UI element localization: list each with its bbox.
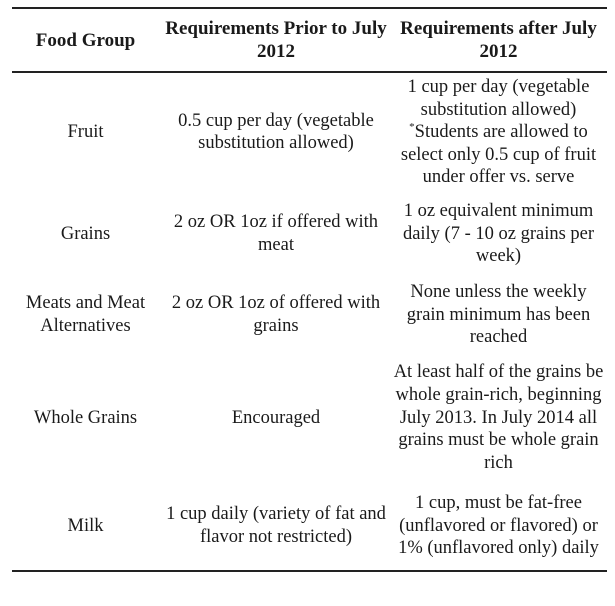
table-row-milk xyxy=(12,482,607,571)
cell-food-group: Whole Grains xyxy=(33,407,138,428)
table-row-fruit xyxy=(12,72,607,192)
cell-after: 1 oz equivalent minimum daily (7 - 10 oz grains per week) xyxy=(402,201,595,267)
header-requirements-after: Requirements after July 2012 xyxy=(400,18,597,62)
food-requirements-table xyxy=(12,7,607,572)
cell-prior: 0.5 cup per day (vegetable substitution allowed) xyxy=(178,110,374,154)
cell-food-group: Grains xyxy=(60,223,111,244)
cell-after: At least half of the grains be whole grain-rich, beginning July 2013. In July 2014 all grains must be whole grain rich xyxy=(393,362,604,473)
table-row-meats xyxy=(12,276,607,354)
cell-after-text: 1 cup per day (vegetable substitution allowed) xyxy=(407,77,590,120)
header-row xyxy=(12,8,607,72)
header-requirements-prior: Requirements Prior to July 2012 xyxy=(165,18,387,62)
table-row-whole-grains xyxy=(12,354,607,482)
cell-food-group: Fruit xyxy=(67,122,104,143)
cell-food-group: Milk xyxy=(67,515,104,536)
cell-prior: 1 cup daily (variety of fat and flavor not restricted) xyxy=(166,504,386,547)
cell-prior: Encouraged xyxy=(231,407,321,428)
cell-food-group: Meats and Meat Alternatives xyxy=(25,293,146,336)
cell-prior: 2 oz OR 1oz if offered with meat xyxy=(173,212,379,255)
table-header xyxy=(12,8,607,72)
cell-after-note: Students are allowed to select only 0.5 cup of fruit under offer vs. serve xyxy=(400,122,597,188)
table-row-grains xyxy=(12,192,607,276)
cell-after: None unless the weekly grain minimum has been reached xyxy=(406,282,591,348)
cell-after: 1 cup, must be fat-free (unflavored or flavored) or 1% (unflavored only) daily xyxy=(398,493,599,559)
cell-after xyxy=(390,72,607,192)
table-body xyxy=(12,72,607,571)
cell-prior: 2 oz OR 1oz of offered with grains xyxy=(171,293,381,336)
footnote-marker: * xyxy=(409,121,415,134)
header-food-group: Food Group xyxy=(35,29,136,51)
